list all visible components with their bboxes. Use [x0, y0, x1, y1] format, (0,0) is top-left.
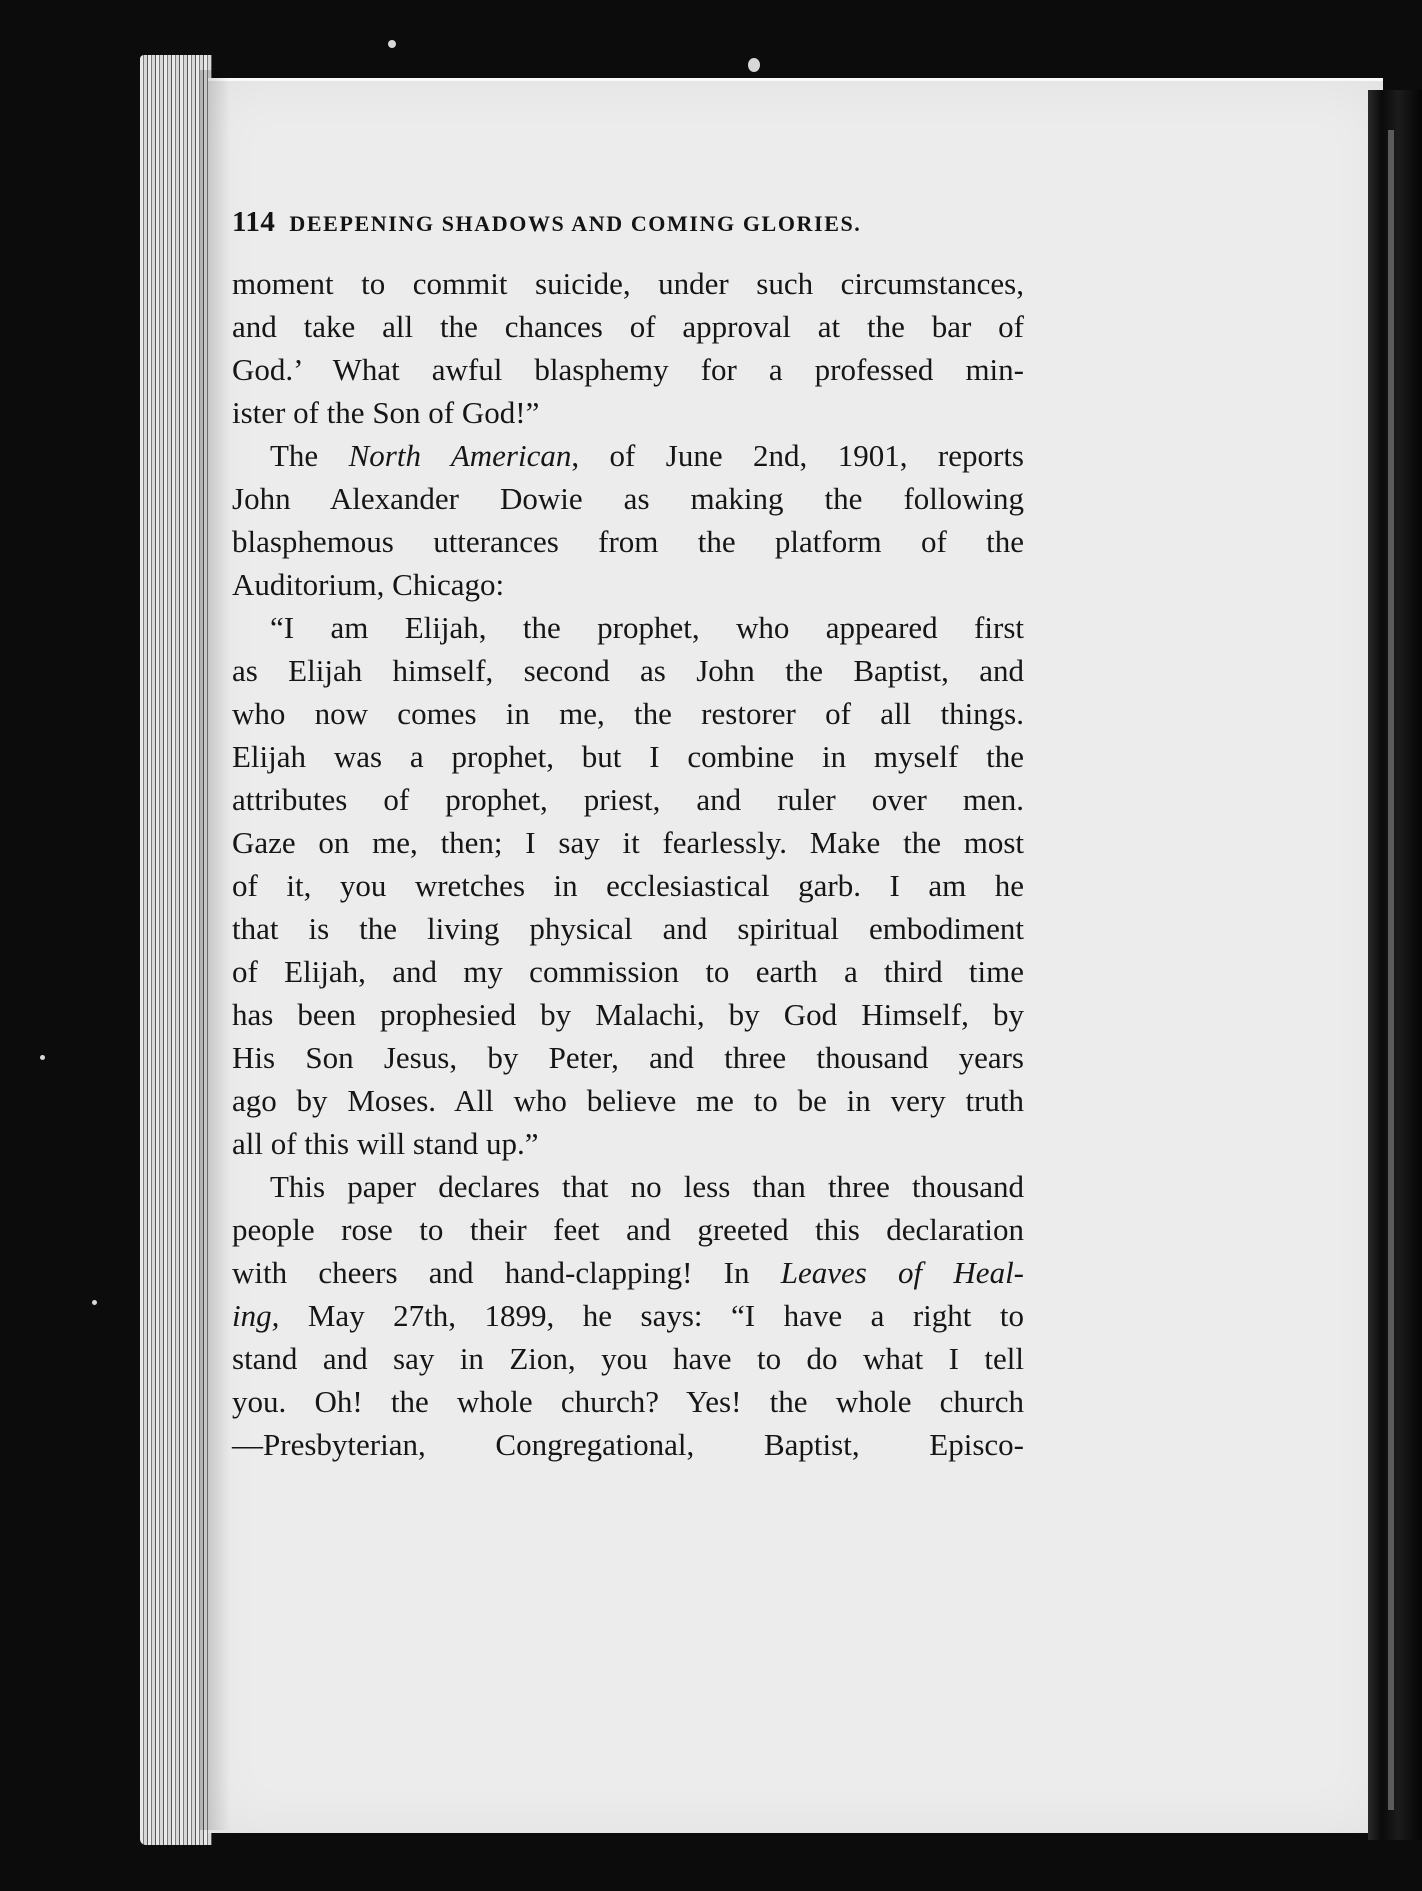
text-line: people rose to their feet and greeted this declaration [232, 1212, 1024, 1247]
text-line: John Alexander Dowie as making the following [232, 481, 1024, 516]
scan-speck [92, 1300, 97, 1305]
text-line: ago by Moses. All who believe me to be in very truth [232, 1083, 1024, 1118]
text-line: and take all the chances of approval at the bar of [232, 309, 1024, 344]
running-header [232, 206, 992, 246]
text-line: stand and say in Zion, you have to do what I tell [232, 1341, 1024, 1376]
page-number: 114 [232, 206, 276, 238]
scan-speck [388, 40, 396, 48]
text-line: has been prophesied by Malachi, by God Himself, by [232, 997, 1024, 1032]
text-line: you. Oh! the whole church? Yes! the whole church [232, 1384, 1024, 1419]
text-line: that is the living physical and spiritual embodiment [232, 911, 1024, 946]
gutter-shadow [200, 70, 230, 1830]
body-text [232, 262, 1024, 1466]
text-line: —Presbyterian, Congregational, Baptist, Episco- [232, 1427, 1024, 1462]
text-line: blasphemous utterances from the platform of the [232, 524, 1024, 559]
scan-speck [40, 1055, 45, 1060]
text-line: Auditorium, Chicago: [232, 567, 505, 602]
text-line: ing, May 27th, 1899, he says: “I have a right to [232, 1298, 1024, 1333]
text-line: Elijah was a prophet, but I combine in myself the [232, 739, 1024, 774]
scan-speck [748, 58, 760, 72]
text-line: His Son Jesus, by Peter, and three thousand years [232, 1040, 1024, 1075]
text-line: as Elijah himself, second as John the Baptist, and [232, 653, 1024, 688]
text-line: The North American, of June 2nd, 1901, reports [270, 438, 1024, 473]
text-line: This paper declares that no less than three thousand [270, 1169, 1024, 1204]
text-line: with cheers and hand-clapping! In Leaves of Heal- [232, 1255, 1024, 1290]
book-right-edge [1368, 90, 1422, 1840]
book-right-edge-highlight [1388, 130, 1394, 1810]
text-line: God.’ What awful blasphemy for a professed min- [232, 352, 1024, 387]
text-line: Gaze on me, then; I say it fearlessly. Make the most [232, 825, 1024, 860]
text-line: ister of the Son of God!” [232, 395, 540, 430]
text-line: attributes of prophet, priest, and ruler over men. [232, 782, 1024, 817]
text-line: “I am Elijah, the prophet, who appeared first [270, 610, 1024, 645]
text-line: who now comes in me, the restorer of all things. [232, 696, 1024, 731]
text-line: all of this will stand up.” [232, 1126, 539, 1161]
text-line: of Elijah, and my commission to earth a third time [232, 954, 1024, 989]
running-title: DEEPENING SHADOWS AND COMING GLORIES. [289, 211, 862, 236]
text-line: of it, you wretches in ecclesiastical garb. I am he [232, 868, 1024, 903]
text-line: moment to commit suicide, under such circumstances, [232, 266, 1024, 301]
